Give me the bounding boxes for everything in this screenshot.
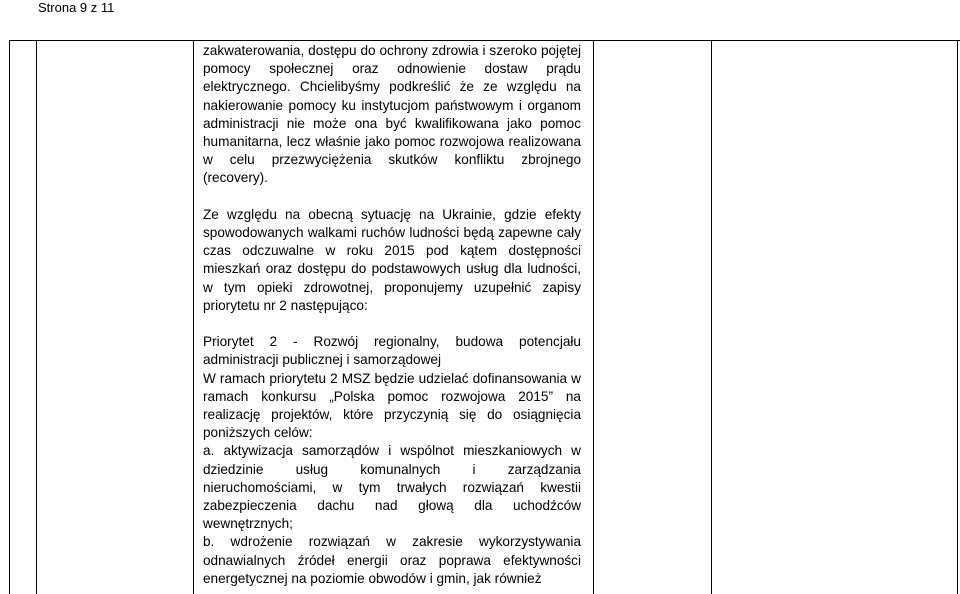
- table-col-border-3: [193, 41, 194, 594]
- paragraph-context: zakwaterowania, dostępu do ochrony zdrowia i szeroko pojętej pomocy społecznej oraz odnowienie dostaw prądu elektrycznego. Chcielibyśmy podkreślić że ze względu na nakierowanie pomocy ku instytucjom państwowym i organom administracji nie może ona być kwalifikowana jako pomoc humanitarna, lecz właśnie jako pomoc rozwojowa realizowana w celu przezwyciężenia skutków konfliktu zbrojnego (recovery).: [203, 43, 581, 186]
- table-top-border: [9, 40, 960, 41]
- comment-cell: [203, 42, 581, 588]
- table-col-border-4: [593, 41, 594, 594]
- paragraph-goal-b: b. wdrożenie rozwiązań w zakresie wykorzystywania odnawialnych źródeł energii oraz poprawa efektywności energetycznej na poziomie obwodów i gmin, jak również: [203, 534, 581, 586]
- table-col-border-1: [9, 41, 10, 594]
- paragraph-proposal: Ze względu na obecną sytuację na Ukrainie, gdzie efekty spowodowanych walkami ruchów ludności będą zapewne cały czas odczuwalne w roku 2015 pod kątem dostępności mieszkań oraz dostępu do podstawowych usług dla ludności, w tym opieki zdrowotnej, proponujemy uzupełnić zapisy priorytetu nr 2 następująco:: [203, 206, 581, 313]
- table-col-border-5: [711, 41, 712, 594]
- page-number-header: Strona 9 z 11: [38, 0, 115, 15]
- paragraph-priority-title: Priorytet 2 - Rozwój regionalny, budowa potencjału administracji publicznej i samorządowej: [203, 334, 581, 368]
- paragraph-priority-intro: W ramach priorytetu 2 MSZ będzie udzielać dofinansowania w ramach konkursu „Polska pomoc rozwojowa 2015” na realizację projektów, które przyczynią się do osiągnięcia poniższych celów:: [203, 370, 581, 441]
- paragraph-goal-a: a. aktywizacja samorządów i wspólnot mieszkaniowych w dziedzinie usług komunalnych i zarządzania nieruchomościami, w tym trwałych rozwiązań kwestii zabezpieczenia dachu nad głową dla uchodźców wewnętrznych;: [203, 443, 581, 532]
- table-col-border-2: [36, 41, 37, 594]
- table-col-border-6: [957, 41, 958, 594]
